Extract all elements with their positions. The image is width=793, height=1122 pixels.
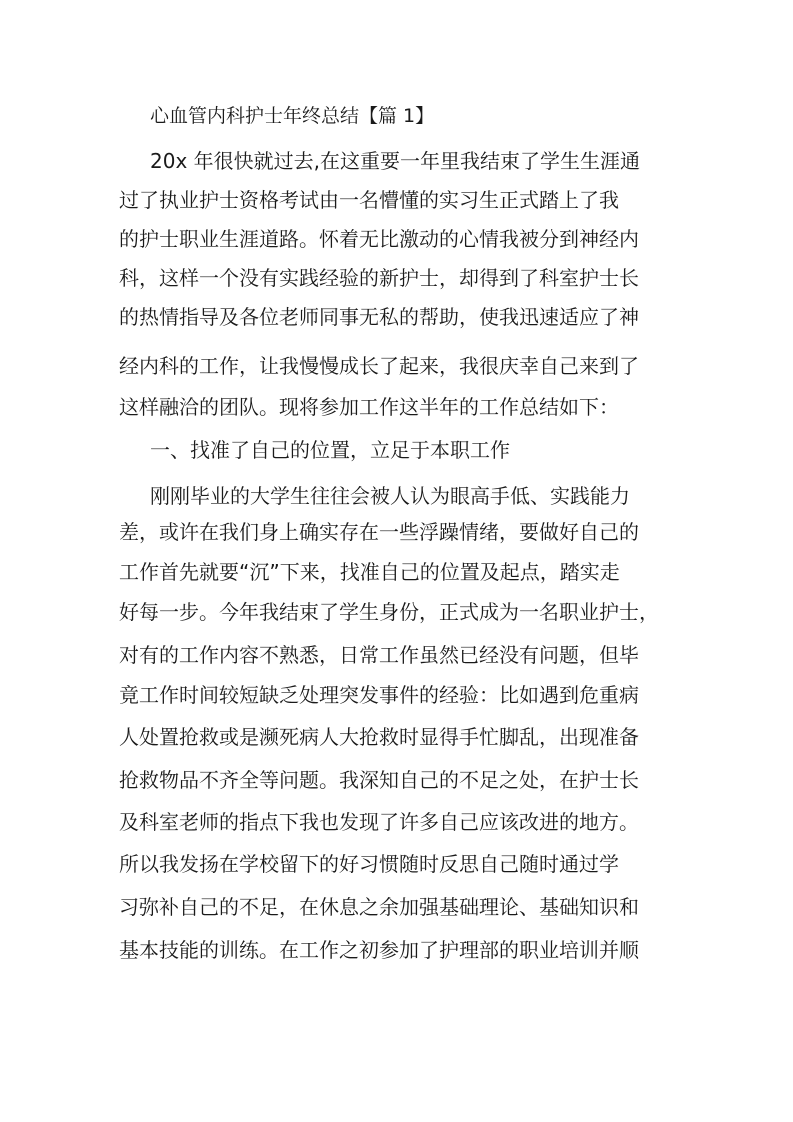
paragraph-line: 这样融洽的团队。现将参加工作这半年的工作总结如下： [119,395,619,419]
paragraph-line: 对有的工作内容不熟悉，日常工作虽然已经没有问题，但毕 [119,643,639,667]
paragraph-line: 抢救物品不齐全等问题。我深知自己的不足之处，在护士长 [119,768,639,792]
paragraph-line: 过了执业护士资格考试由一名懵懂的实习生正式踏上了我 [119,188,619,212]
paragraph-line: 的护士职业生涯道路。怀着无比激动的心情我被分到神经内 [119,227,639,251]
paragraph-line: 所以我发扬在学校留下的好习惯随时反思自己随时通过学 [119,852,619,876]
paragraph-line: 习弥补自己的不足，在休息之余加强基础理论、基础知识和 [119,895,639,919]
paragraph-line: 的热情指导及各位老师同事无私的帮助，使我迅速适应了神 [119,305,639,329]
paragraph-line: 经内科的工作，让我慢慢成长了起来，我很庆幸自己来到了 [119,354,639,378]
paragraph-line: 人处置抢救或是濒死病人大抢救时显得手忙脚乱，出现准备 [119,725,639,749]
paragraph-line: 刚刚毕业的大学生往往会被人认为眼高手低、实践能力 [150,484,630,508]
paragraph-line: 20x 年很快就过去,在这重要一年里我结束了学生生涯通 [150,149,640,173]
paragraph-line: 好每一步。今年我结束了学生身份，正式成为一名职业护士， [119,600,659,624]
paragraph-line: 竟工作时间较短缺乏处理突发事件的经验：比如遇到危重病 [119,683,639,707]
paragraph-line: 及科室老师的指点下我也发现了许多自己应该改进的地方。 [119,810,639,834]
paragraph-line: 科，这样一个没有实践经验的新护士，却得到了科室护士长 [119,266,639,290]
paragraph-line: 差，或许在我们身上确实存在一些浮躁情绪，要做好自己的 [119,520,639,544]
document-title: 心血管内科护士年终总结【篇 1】 [150,105,435,127]
paragraph-line: 基本技能的训练。在工作之初参加了护理部的职业培训并顺 [119,938,639,962]
section-heading: 一、找准了自己的位置，立足于本职工作 [150,438,510,462]
paragraph-line: 工作首先就要“沉”下来，找准自己的位置及起点，踏实走 [119,560,620,584]
